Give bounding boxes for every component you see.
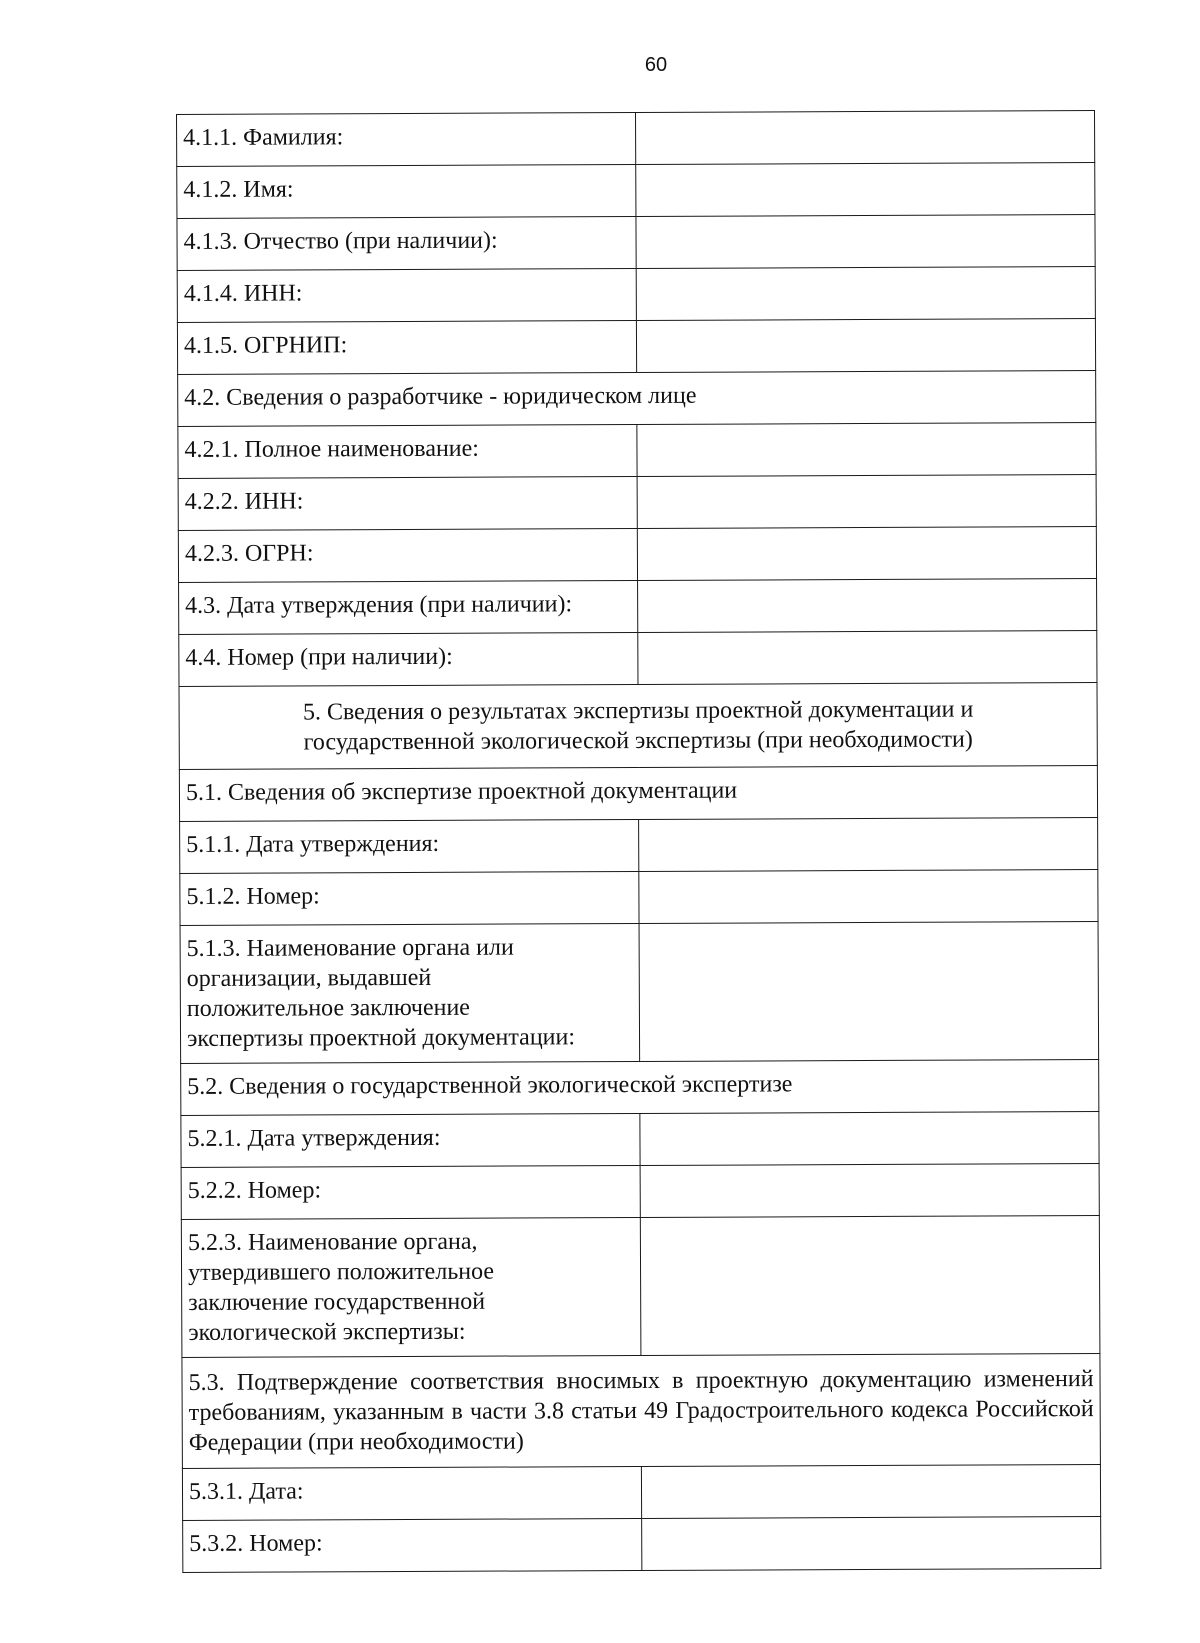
section-header-project-expertise: 5.1. Сведения об экспертизе проектной документации	[179, 765, 1097, 821]
table-row-ogrn	[178, 526, 1096, 582]
table-row-ecological-expertise-number	[181, 1163, 1099, 1219]
field-label-ogrnip: 4.1.5. ОГРНИП:	[177, 320, 636, 374]
field-value-compliance-number[interactable]	[642, 1516, 1101, 1570]
field-value-ecological-expertise-number[interactable]	[640, 1163, 1099, 1217]
field-value-inn-legal[interactable]	[637, 474, 1096, 528]
table-row-full-name	[178, 422, 1096, 478]
field-label-number: 4.4. Номер (при наличии):	[179, 632, 638, 686]
section-header-ecological-expertise: 5.2. Сведения о государственной экологической экспертизе	[181, 1059, 1099, 1115]
table-row-surname	[177, 110, 1095, 166]
label-line: заключение государственной	[188, 1288, 486, 1316]
table-row-compliance-header	[182, 1353, 1100, 1468]
field-label-compliance-date: 5.3.1. Дата:	[182, 1466, 641, 1520]
table-row-compliance-date	[182, 1464, 1100, 1520]
field-value-surname[interactable]	[635, 110, 1094, 164]
field-value-ogrnip[interactable]	[636, 318, 1095, 372]
label-line: экспертизы проектной документации:	[186, 1024, 576, 1052]
field-label-project-expertise-date: 5.1.1. Дата утверждения:	[180, 819, 639, 873]
field-label-inn-individual: 4.1.4. ИНН:	[177, 268, 636, 322]
field-label-surname: 4.1.1. Фамилия:	[177, 112, 636, 166]
field-label-patronymic: 4.1.3. Отчество (при наличии):	[177, 216, 636, 270]
label-line: 5.1.3. Наименование органа или	[186, 934, 514, 962]
label-line: положительное заключение	[186, 994, 470, 1022]
field-value-full-name[interactable]	[637, 422, 1096, 476]
field-value-patronymic[interactable]	[636, 214, 1095, 268]
field-value-approval-date[interactable]	[638, 578, 1097, 632]
field-label-inn-legal: 4.2.2. ИНН:	[178, 476, 637, 530]
field-label-ogrn: 4.2.3. ОГРН:	[178, 528, 637, 582]
field-value-first-name[interactable]	[636, 162, 1095, 216]
table-row-ecological-expertise-header	[181, 1059, 1099, 1115]
field-value-project-expertise-authority[interactable]	[639, 921, 1099, 1061]
table-row-ecological-expertise-date	[181, 1111, 1099, 1167]
label-line: 5.2.3. Наименование органа,	[187, 1228, 478, 1256]
field-label-compliance-number: 5.3.2. Номер:	[183, 1518, 642, 1572]
table-row-first-name	[177, 162, 1095, 218]
field-label-ecological-expertise-authority	[181, 1217, 641, 1357]
label-line: организации, выдавшей	[186, 964, 432, 992]
field-value-ogrn[interactable]	[637, 526, 1096, 580]
page-number: 60	[644, 54, 668, 76]
field-value-project-expertise-date[interactable]	[639, 817, 1098, 871]
field-value-project-expertise-number[interactable]	[639, 869, 1098, 923]
section-title-line-2: государственной экологической экспертизы (при необходимости)	[303, 726, 973, 756]
table-row-inn-individual	[177, 266, 1095, 322]
table-row-number	[179, 630, 1097, 686]
field-label-first-name: 4.1.2. Имя:	[177, 164, 636, 218]
label-line: утвердившего положительное	[188, 1258, 495, 1286]
field-value-ecological-expertise-date[interactable]	[640, 1111, 1099, 1165]
table-row-legal-entity-header	[178, 370, 1096, 426]
field-label-ecological-expertise-number: 5.2.2. Номер:	[181, 1165, 640, 1219]
section-header-compliance-confirmation: 5.3. Подтверждение соответствия вносимых в проектную документацию изменений требованиям, указанным в части 3.8 статьи 49 Градостроительного кодекса Российской Федерации (при необходимости)	[182, 1353, 1100, 1468]
field-label-full-name: 4.2.1. Полное наименование:	[178, 424, 637, 478]
table-row-compliance-number	[183, 1516, 1101, 1572]
field-value-inn-individual[interactable]	[636, 266, 1095, 320]
developer-and-expertise-form-table	[176, 110, 1101, 1573]
section-title-expertise-results	[179, 682, 1097, 769]
field-value-compliance-date[interactable]	[641, 1464, 1100, 1518]
field-label-ecological-expertise-date: 5.2.1. Дата утверждения:	[181, 1113, 640, 1167]
table-row-patronymic	[177, 214, 1095, 270]
section-title-line-1: 5. Сведения о результатах экспертизы проектной документации и	[302, 696, 974, 726]
field-label-project-expertise-number: 5.1.2. Номер:	[180, 871, 639, 925]
field-label-project-expertise-authority	[180, 923, 640, 1063]
table-row-project-expertise-date	[180, 817, 1098, 873]
table-row-project-expertise-header	[179, 765, 1097, 821]
table-row-ogrnip	[177, 318, 1095, 374]
field-value-number[interactable]	[638, 630, 1097, 684]
table-row-inn-legal	[178, 474, 1096, 530]
table-row-approval-date	[179, 578, 1097, 634]
field-label-approval-date: 4.3. Дата утверждения (при наличии):	[179, 580, 638, 634]
table-row-project-expertise-number	[180, 869, 1098, 925]
table-row-ecological-expertise-authority	[181, 1215, 1100, 1357]
table-row-project-expertise-authority	[180, 921, 1099, 1063]
label-line: экологической экспертизы:	[188, 1318, 466, 1346]
field-value-ecological-expertise-authority[interactable]	[640, 1215, 1100, 1355]
table-row-section-5-title	[179, 682, 1097, 769]
section-header-legal-entity: 4.2. Сведения о разработчике - юридическом лице	[178, 370, 1096, 426]
